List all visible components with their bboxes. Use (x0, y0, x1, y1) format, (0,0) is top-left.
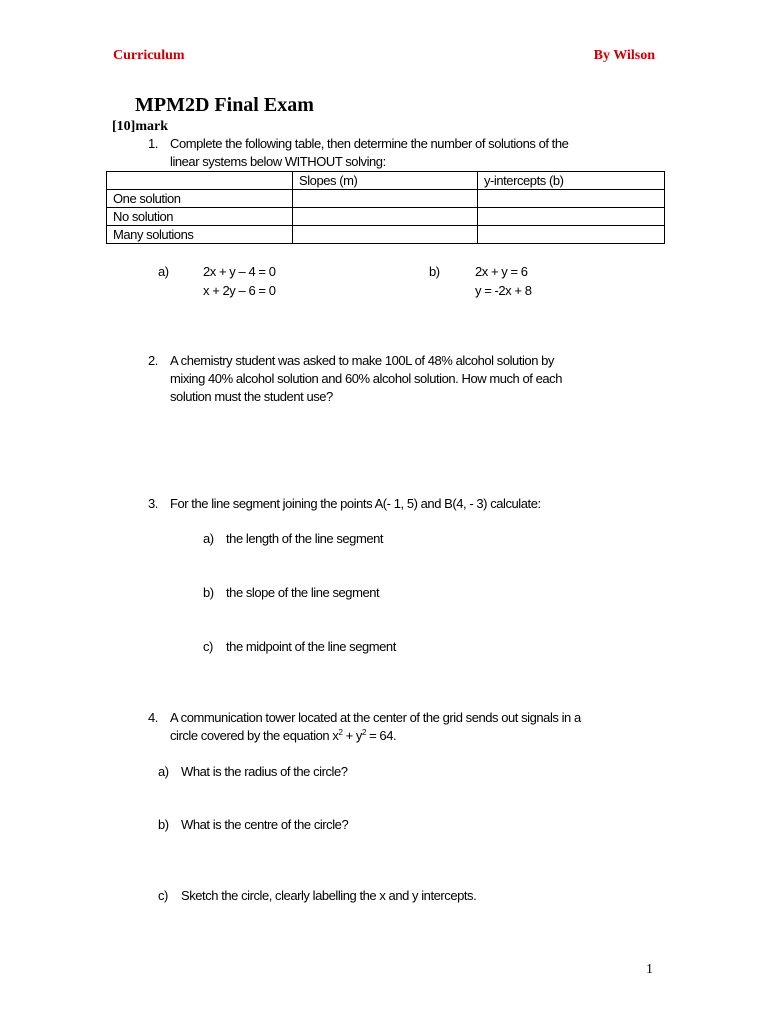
q3c-text: the midpoint of the line segment (226, 639, 396, 654)
q2-text-line3: solution must the student use? (170, 389, 333, 404)
q4-line2-post: = 64. (365, 728, 397, 743)
page-number: 1 (646, 962, 653, 977)
table-header-cell: y-intercepts (b) (478, 172, 665, 190)
q4-number: 4. (148, 710, 158, 725)
table-header-cell (107, 172, 293, 190)
q2-text-line2: mixing 40% alcohol solution and 60% alcohol solution. How much of each (170, 371, 562, 386)
table-cell (293, 208, 478, 226)
q3b-label: b) (203, 585, 214, 600)
table-row-label: Many solutions (107, 226, 293, 244)
table-row (107, 208, 665, 226)
q1b-equation-1: 2x + y = 6 (475, 264, 528, 279)
mark-label: [10]mark (112, 119, 168, 134)
q4a-text: What is the radius of the circle? (181, 764, 348, 779)
q3a-text: the length of the line segment (226, 531, 384, 546)
q1a-equation-2: x + 2y – 6 = 0 (203, 283, 276, 298)
exponent: 2 (361, 728, 366, 737)
q1a-label: a) (158, 264, 169, 279)
solutions-table (106, 171, 665, 244)
table-cell (478, 190, 665, 208)
q1-text-line2: linear systems below WITHOUT solving: (170, 154, 386, 169)
table-cell (293, 190, 478, 208)
q1b-equation-2: y = -2x + 8 (475, 283, 532, 298)
q4c-label: c) (158, 888, 168, 903)
q3b-text: the slope of the line segment (226, 585, 380, 600)
q3-text: For the line segment joining the points A(- 1, 5) and B(4, - 3) calculate: (170, 496, 541, 511)
q4a-label: a) (158, 764, 169, 779)
table-row-label: No solution (107, 208, 293, 226)
table-cell (478, 208, 665, 226)
q4-line2-mid: + y (342, 728, 362, 743)
q4b-label: b) (158, 817, 169, 832)
q2-number: 2. (148, 353, 158, 368)
table-header-row (107, 172, 665, 190)
q4-text-line1: A communication tower located at the center of the grid sends out signals in a (170, 710, 581, 725)
table-row (107, 190, 665, 208)
q3c-label: c) (203, 639, 213, 654)
q2-text-line1: A chemistry student was asked to make 100L of 48% alcohol solution by (170, 353, 554, 368)
q1-number: 1. (148, 136, 158, 151)
table-cell (478, 226, 665, 244)
q4-line2-pre: circle covered by the equation x (170, 728, 339, 743)
q1-text-line1: Complete the following table, then determine the number of solutions of the (170, 136, 569, 151)
q4c-text: Sketch the circle, clearly labelling the x and y intercepts. (181, 888, 477, 903)
q1a-equation-1: 2x + y – 4 = 0 (203, 264, 276, 279)
q4-text-line2 (170, 728, 396, 743)
q1b-label: b) (429, 264, 440, 279)
table-header-cell: Slopes (m) (293, 172, 478, 190)
table-cell (293, 226, 478, 244)
page-title: MPM2D Final Exam (135, 94, 314, 116)
q4b-text: What is the centre of the circle? (181, 817, 349, 832)
q3a-label: a) (203, 531, 214, 546)
q3-number: 3. (148, 496, 158, 511)
exponent: 2 (338, 728, 343, 737)
table-row (107, 226, 665, 244)
table-row-label: One solution (107, 190, 293, 208)
header-left: Curriculum (113, 48, 185, 63)
header-right: By Wilson (593, 48, 655, 63)
